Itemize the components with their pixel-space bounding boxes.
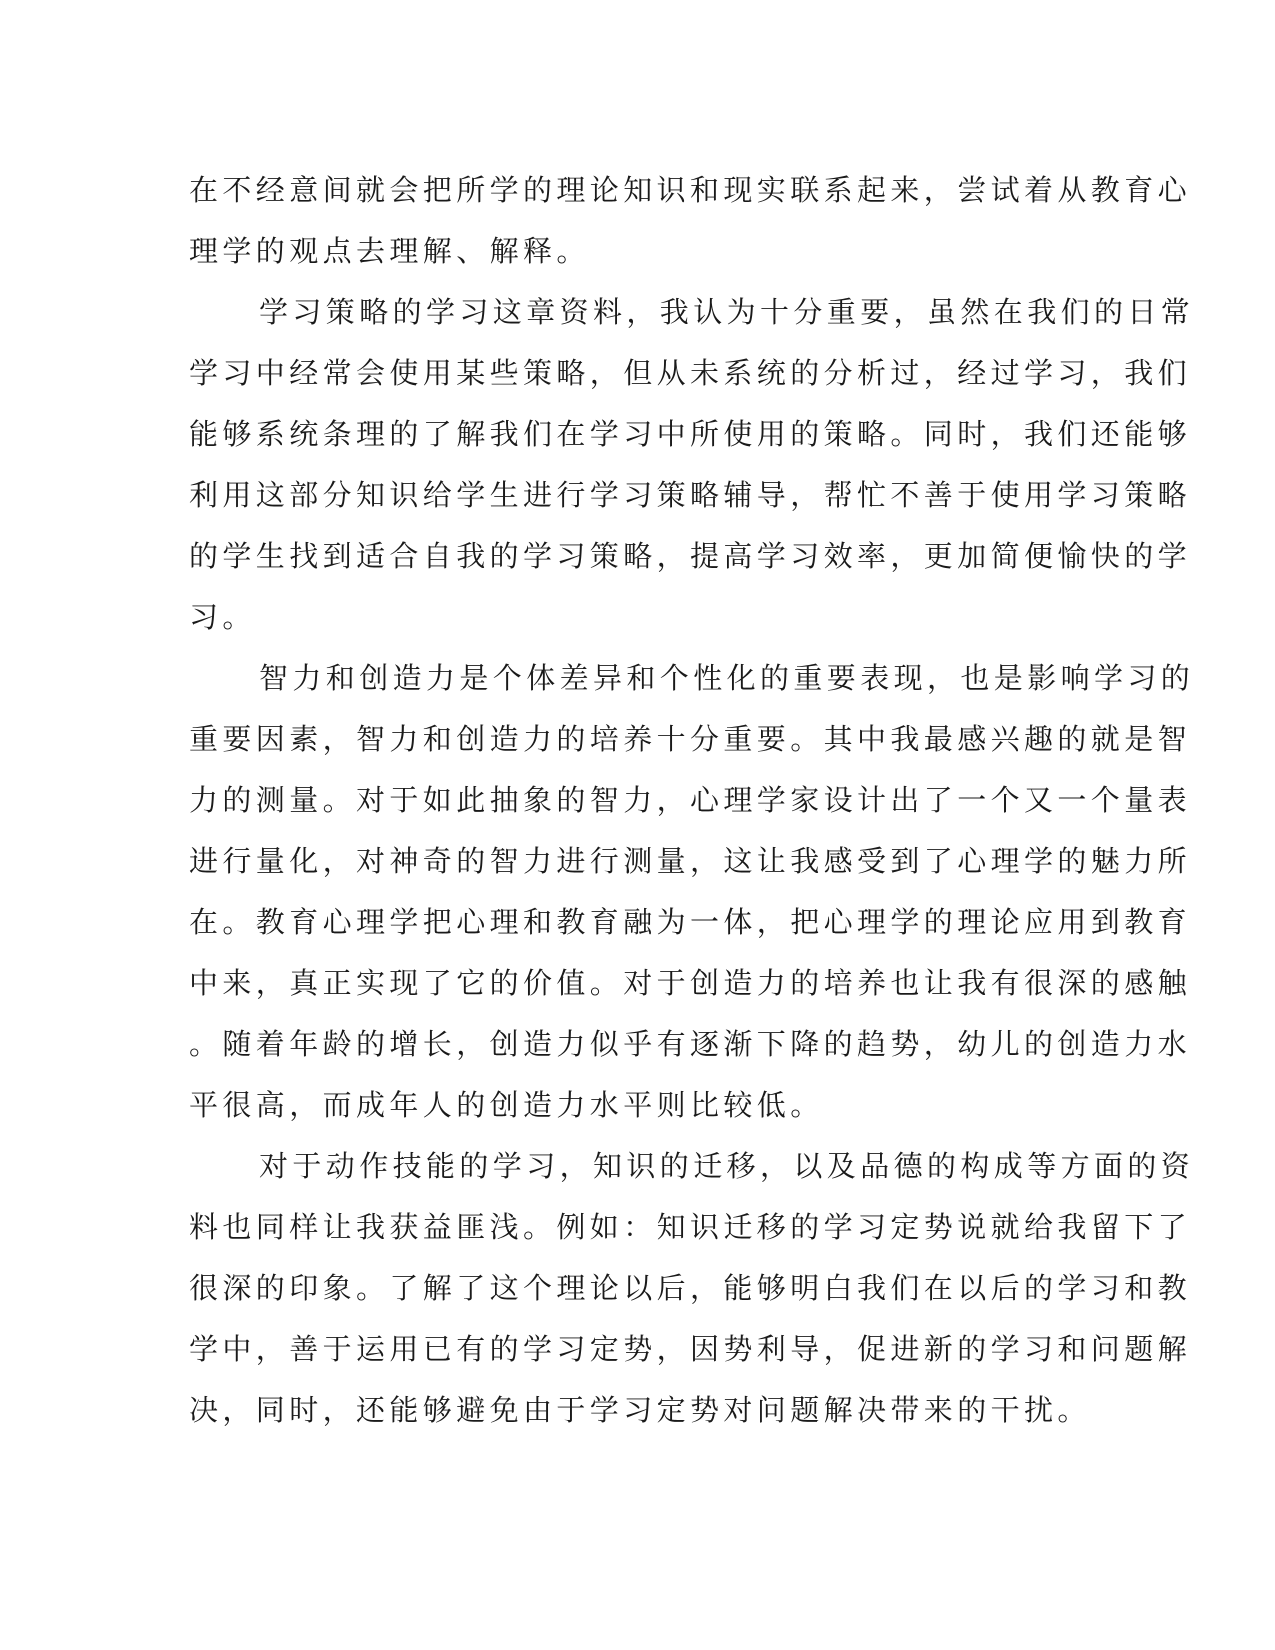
text-line: 力的测量。对于如此抽象的智力，心理学家设计出了一个又一个量表 [189, 783, 1192, 817]
text-line: 进行量化，对神奇的智力进行测量，这让我感受到了心理学的魅力所 [189, 844, 1192, 878]
text-line: 重要因素，智力和创造力的培养十分重要。其中我最感兴趣的就是智 [189, 722, 1192, 756]
text-line: 的学生找到适合自我的学习策略，提高学习效率，更加简便愉快的学 [189, 539, 1192, 573]
paragraph-first-line: 智力和创造力是个体差异和个性化的重要表现，也是影响学习的 [259, 661, 1195, 695]
text-line: 在不经意间就会把所学的理论知识和现实联系起来，尝试着从教育心 [189, 173, 1192, 207]
text-line: 平很高，而成年人的创造力水平则比较低。 [189, 1088, 824, 1122]
text-line: 料也同样让我获益匪浅。例如：知识迁移的学习定势说就给我留下了 [189, 1210, 1192, 1244]
document-body [189, 160, 1195, 1441]
text-line: 能够系统条理的了解我们在学习中所使用的策略。同时，我们还能够 [189, 417, 1192, 451]
text-line: 在。教育心理学把心理和教育融为一体，把心理学的理论应用到教育 [189, 905, 1192, 939]
text-line: 理学的观点去理解、解释。 [189, 234, 590, 268]
paragraph-first-line: 学习策略的学习这章资料，我认为十分重要，虽然在我们的日常 [259, 295, 1195, 329]
text-line: 很深的印象。了解了这个理论以后，能够明白我们在以后的学习和教 [189, 1271, 1192, 1305]
text-line: 决，同时，还能够避免由于学习定势对问题解决带来的干扰。 [189, 1393, 1091, 1427]
text-line: 中来，真正实现了它的价值。对于创造力的培养也让我有很深的感触 [189, 966, 1192, 1000]
paragraph-first-line: 对于动作技能的学习，知识的迁移，以及品德的构成等方面的资 [259, 1149, 1195, 1183]
text-line: 学中，善于运用已有的学习定势，因势利导，促进新的学习和问题解 [189, 1332, 1192, 1366]
text-line: 利用这部分知识给学生进行学习策略辅导，帮忙不善于使用学习策略 [189, 478, 1192, 512]
text-line: 。随着年龄的增长，创造力似乎有逐渐下降的趋势，幼儿的创造力水 [189, 1027, 1192, 1061]
text-line: 学习中经常会使用某些策略，但从未系统的分析过，经过学习，我们 [189, 356, 1192, 390]
text-line: 习。 [189, 600, 256, 634]
